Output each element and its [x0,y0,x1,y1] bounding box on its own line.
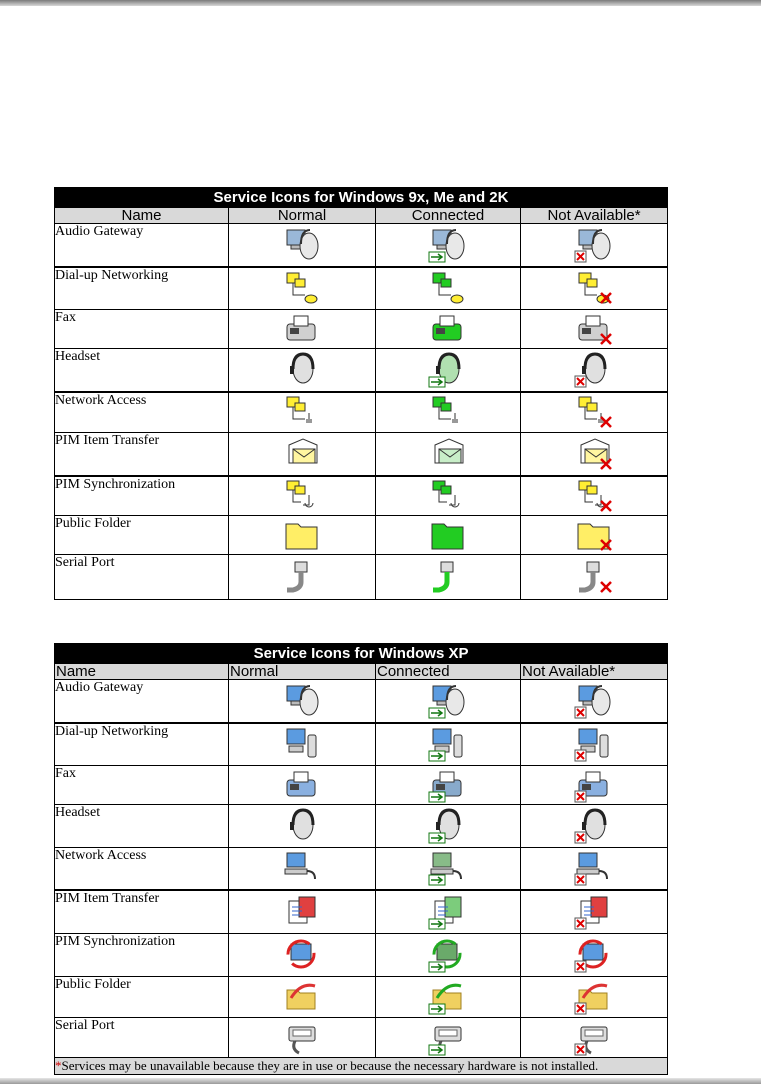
icon-cell-na [521,554,668,599]
dialup-connected-icon [427,279,469,296]
pim-sync-connected-icon [427,946,469,963]
icon-cell-normal [229,977,376,1018]
icon-cell-normal [229,349,376,392]
column-header-not-available: Not Available* [521,664,668,680]
table-row [55,476,668,516]
table-row [55,267,668,310]
network-connected-icon [427,403,469,420]
icon-cell-na [521,848,668,890]
service-name: Headset [55,349,229,392]
folder-connected-icon [427,526,469,543]
service-name: Network Access [55,392,229,433]
icon-cell-na [521,476,668,516]
folder-not-available-icon [573,988,615,1005]
icon-cell-connected [376,224,521,267]
column-header-normal: Normal [229,664,376,680]
fax-not-available-icon [573,320,615,337]
network-normal-icon [281,859,323,876]
fax-connected-icon [427,776,469,793]
icon-cell-na [521,349,668,392]
headset-not-available-icon [573,361,615,378]
icon-cell-connected [376,476,521,516]
column-header-not-available: Not Available* [521,208,668,224]
service-name: PIM Item Transfer [55,890,229,934]
icon-cell-na [521,805,668,848]
network-connected-icon [427,859,469,876]
icon-cell-normal [229,723,376,766]
icon-cell-connected [376,267,521,310]
icon-cell-connected [376,554,521,599]
icon-cell-na [521,515,668,554]
footnote-star: * [55,1058,62,1073]
pim-sync-normal-icon [281,487,323,504]
service-name: PIM Synchronization [55,934,229,977]
bottom-edge-bar [0,1078,761,1084]
icon-cell-normal [229,267,376,310]
pim-sync-not-available-icon [573,946,615,963]
pim-transfer-connected-icon [427,903,469,920]
service-name: Dial-up Networking [55,723,229,766]
table-row [55,515,668,554]
icon-cell-na [521,433,668,476]
table-windows-xp [54,643,668,1075]
pim-sync-not-available-icon [573,487,615,504]
service-name: PIM Synchronization [55,476,229,516]
table-row [55,934,668,977]
icon-cell-normal [229,433,376,476]
icon-cell-na [521,890,668,934]
table-row [55,848,668,890]
service-name: Fax [55,310,229,349]
service-name: Fax [55,766,229,805]
table-row [55,805,668,848]
pim-transfer-not-available-icon [573,445,615,462]
pim-transfer-normal-icon [281,903,323,920]
service-name: Dial-up Networking [55,267,229,310]
icon-cell-normal [229,310,376,349]
column-header-name: Name [55,208,229,224]
table-row [55,433,668,476]
table-row [55,554,668,599]
serial-connected-icon [427,568,469,585]
table-windows-9x-me-2k [54,187,668,600]
service-name: Network Access [55,848,229,890]
icon-cell-na [521,392,668,433]
serial-connected-icon [427,1029,469,1046]
icon-cell-connected [376,1018,521,1058]
table-row [55,224,668,267]
network-not-available-icon [573,859,615,876]
column-header-connected: Connected [376,664,521,680]
serial-not-available-icon [573,1029,615,1046]
dialup-not-available-icon [573,735,615,752]
pim-transfer-connected-icon [427,445,469,462]
audio-gateway-not-available-icon [573,236,615,253]
icon-cell-normal [229,224,376,267]
service-name: Public Folder [55,977,229,1018]
column-header-name: Name [55,664,229,680]
headset-not-available-icon [573,817,615,834]
icon-cell-normal [229,890,376,934]
service-name: Headset [55,805,229,848]
icon-cell-na [521,766,668,805]
service-name: Serial Port [55,554,229,599]
service-name: Serial Port [55,1018,229,1058]
column-header-connected: Connected [376,208,521,224]
folder-connected-icon [427,988,469,1005]
icon-cell-connected [376,680,521,723]
service-name: PIM Item Transfer [55,433,229,476]
icon-cell-normal [229,1018,376,1058]
icon-cell-connected [376,349,521,392]
folder-normal-icon [281,988,323,1005]
icon-cell-normal [229,392,376,433]
headset-normal-icon [281,817,323,834]
icon-cell-connected [376,310,521,349]
audio-gateway-normal-icon [281,236,323,253]
icon-cell-na [521,224,668,267]
footnote-text: Services may be unavailable because they are in use or because the necessary hardware is not installed. [61,1058,599,1073]
table-row [55,1018,668,1058]
icon-cell-normal [229,934,376,977]
icon-cell-na [521,723,668,766]
serial-not-available-icon [573,568,615,585]
fax-not-available-icon [573,776,615,793]
icon-cell-connected [376,805,521,848]
network-not-available-icon [573,403,615,420]
icon-cell-normal [229,805,376,848]
icon-cell-connected [376,392,521,433]
pim-transfer-not-available-icon [573,903,615,920]
fax-normal-icon [281,320,323,337]
icon-cell-connected [376,766,521,805]
pim-transfer-normal-icon [281,445,323,462]
serial-normal-icon [281,1029,323,1046]
service-name: Public Folder [55,515,229,554]
table-row [55,310,668,349]
headset-connected-icon [427,817,469,834]
audio-gateway-normal-icon [281,692,323,709]
table-row [55,680,668,723]
table-row [55,392,668,433]
table-row [55,723,668,766]
icon-cell-normal [229,515,376,554]
table-title: Service Icons for Windows 9x, Me and 2K [55,188,668,208]
icon-cell-na [521,267,668,310]
icon-cell-na [521,977,668,1018]
icon-cell-normal [229,554,376,599]
icon-cell-connected [376,433,521,476]
headset-connected-icon [427,361,469,378]
table-row [55,890,668,934]
dialup-normal-icon [281,279,323,296]
service-name: Audio Gateway [55,680,229,723]
fax-normal-icon [281,776,323,793]
folder-normal-icon [281,526,323,543]
fax-connected-icon [427,320,469,337]
audio-gateway-connected-icon [427,236,469,253]
service-name: Audio Gateway [55,224,229,267]
icon-cell-na [521,934,668,977]
top-edge-bar [0,0,761,6]
folder-not-available-icon [573,526,615,543]
network-normal-icon [281,403,323,420]
table-row [55,766,668,805]
icon-cell-normal [229,766,376,805]
column-header-normal: Normal [229,208,376,224]
serial-normal-icon [281,568,323,585]
dialup-not-available-icon [573,279,615,296]
audio-gateway-connected-icon [427,692,469,709]
icon-cell-normal [229,680,376,723]
audio-gateway-not-available-icon [573,692,615,709]
headset-normal-icon [281,361,323,378]
dialup-connected-icon [427,735,469,752]
icon-cell-na [521,680,668,723]
table-row [55,349,668,392]
footnote [55,1058,668,1075]
icon-cell-normal [229,848,376,890]
table-title: Service Icons for Windows XP [55,644,668,664]
icon-cell-connected [376,890,521,934]
dialup-normal-icon [281,735,323,752]
icon-cell-normal [229,476,376,516]
icon-cell-na [521,310,668,349]
pim-sync-connected-icon [427,487,469,504]
icon-cell-connected [376,515,521,554]
table-row [55,977,668,1018]
icon-cell-connected [376,723,521,766]
pim-sync-normal-icon [281,946,323,963]
icon-cell-connected [376,848,521,890]
icon-cell-connected [376,977,521,1018]
icon-cell-connected [376,934,521,977]
icon-cell-na [521,1018,668,1058]
